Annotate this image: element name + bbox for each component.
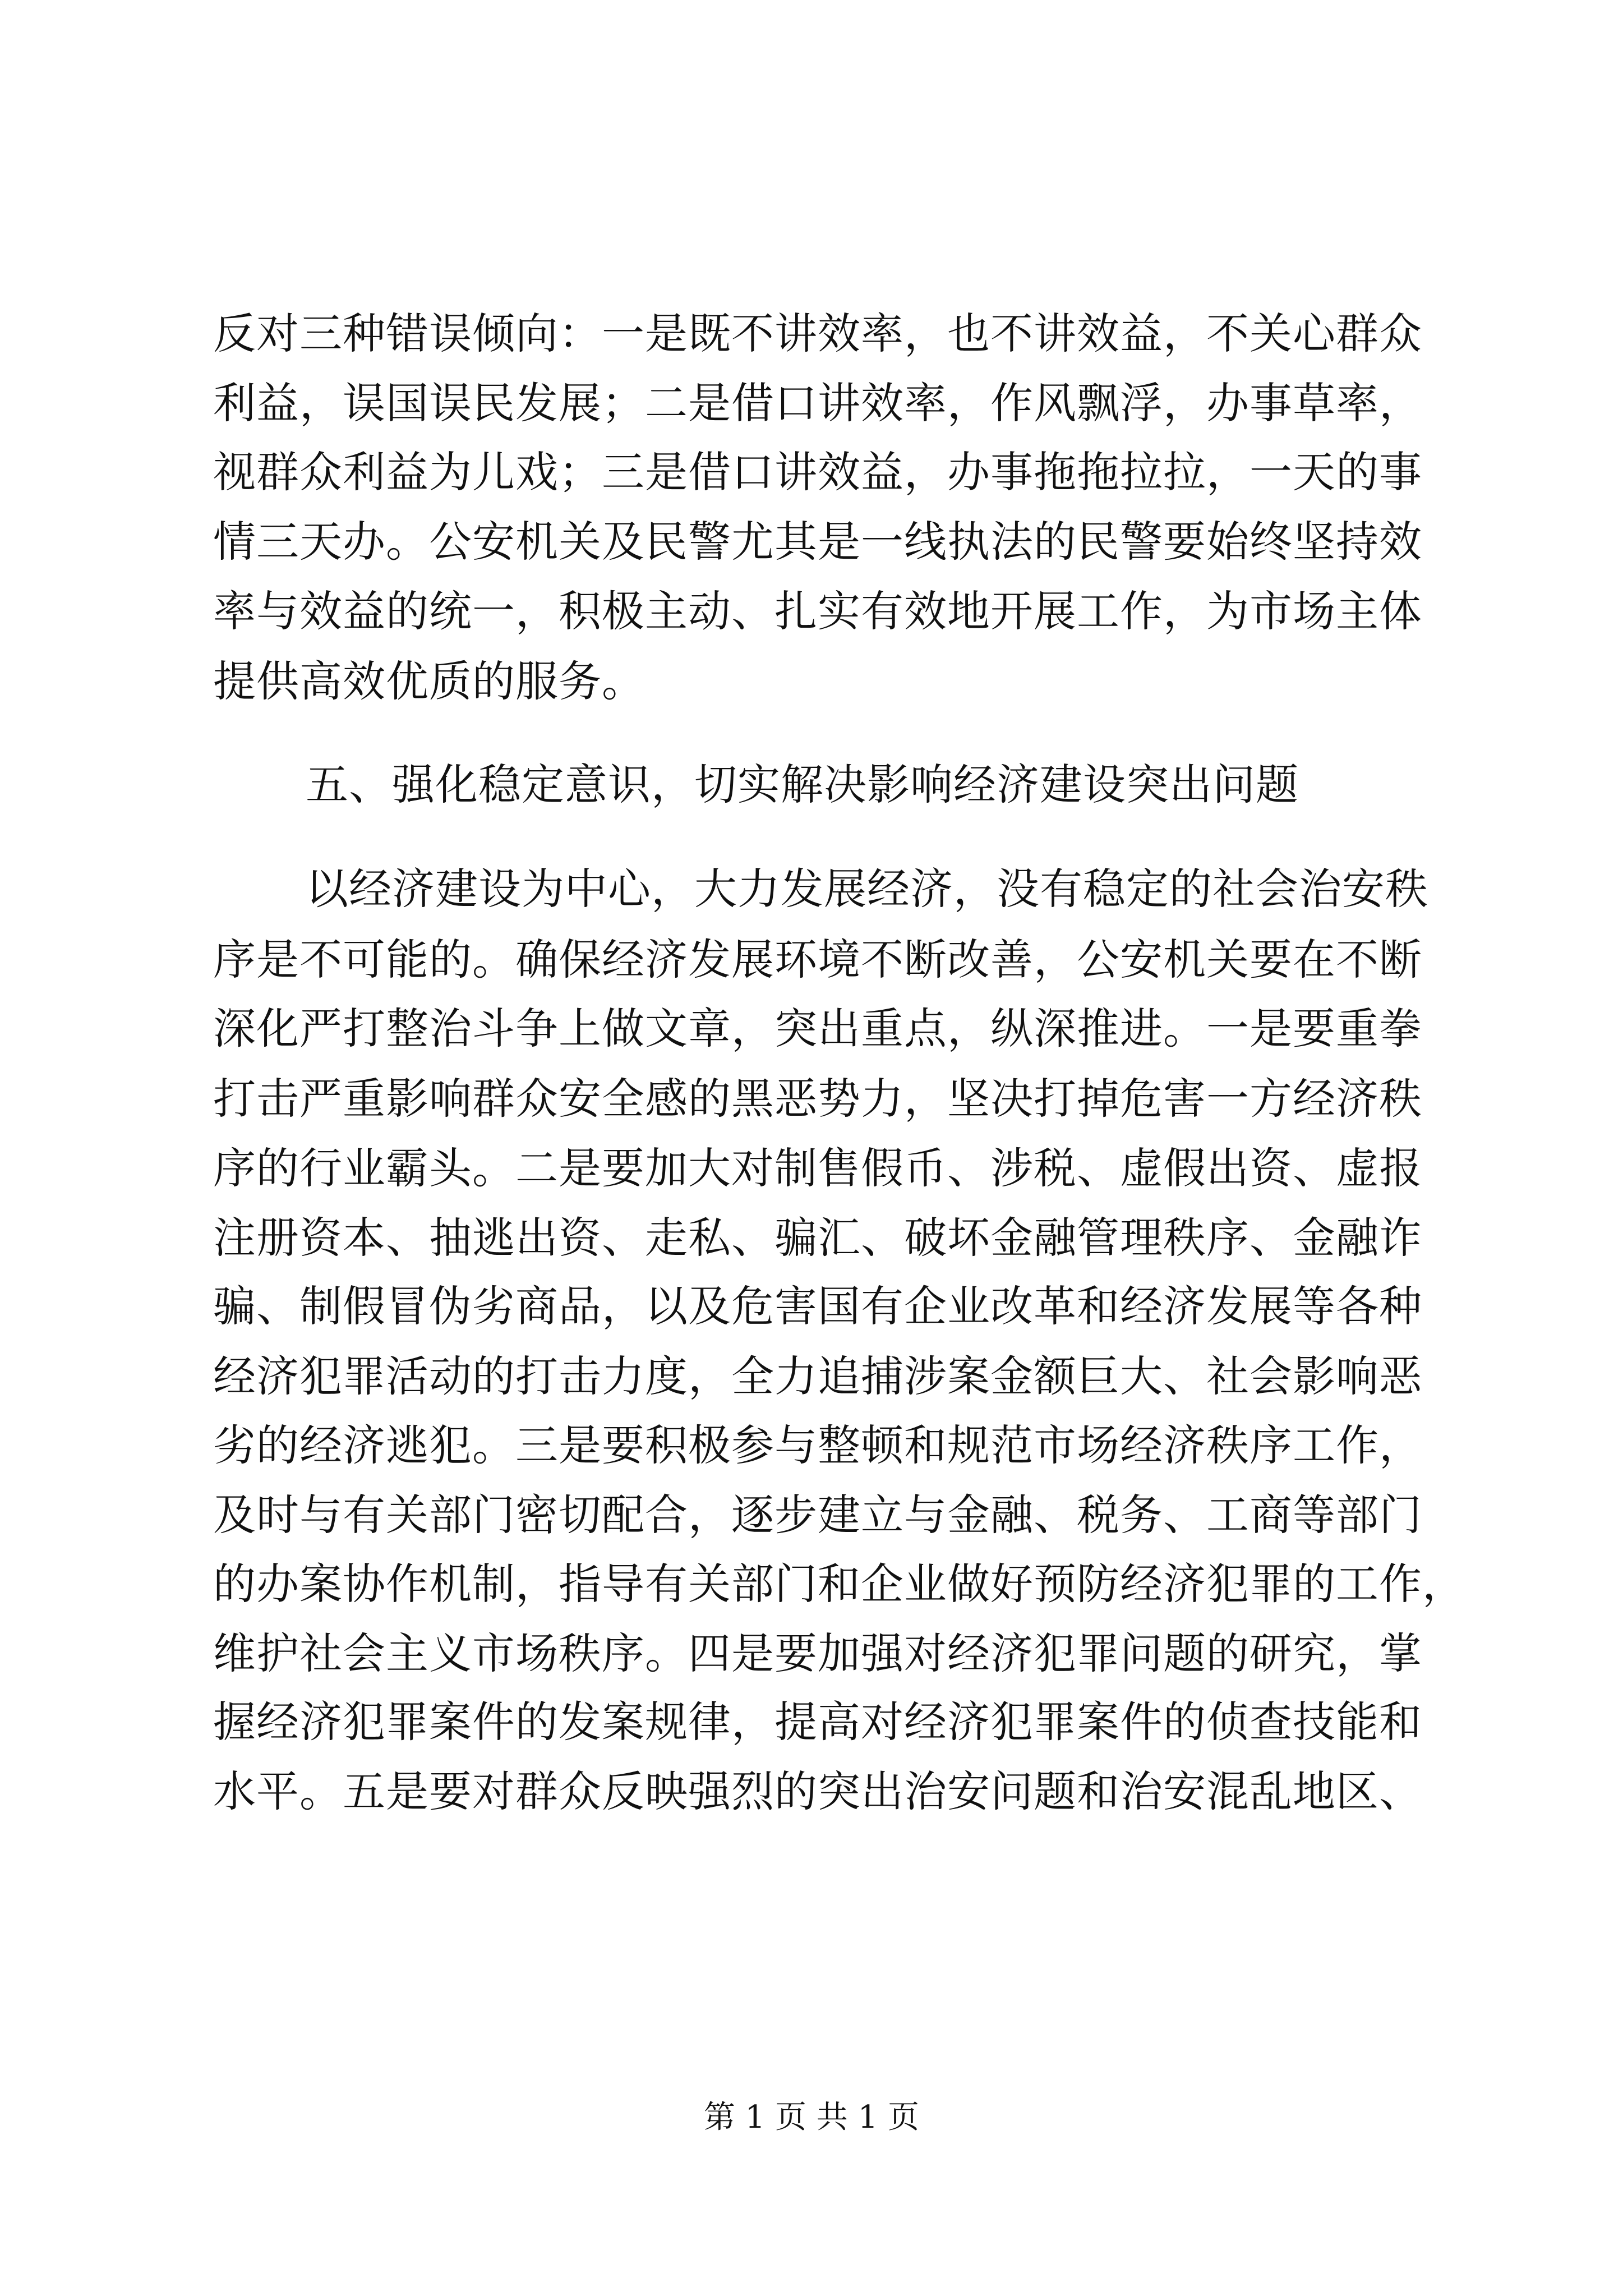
page-footer: 第 1 页 共 1 页 — [703, 2099, 920, 2136]
body-line: 以经济建设为中心，大力发展经济，没有稳定的社会治安秩 — [306, 864, 1428, 914]
body-line: 视群众利益为儿戏；三是借口讲效益，办事拖拖拉拉，一天的事 — [213, 447, 1422, 497]
section-heading: 五、强化稳定意识，切实解决影响经济建设突出问题 — [306, 760, 1299, 809]
body-line: 注册资本、抽逃出资、走私、骗汇、破坏金融管理秩序、金融诈 — [213, 1213, 1422, 1263]
body-line: 骗、制假冒伪劣商品，以及危害国有企业改革和经济发展等各种 — [213, 1281, 1422, 1331]
body-line: 序是不可能的。确保经济发展环境不断改善，公安机关要在不断 — [213, 935, 1422, 984]
body-line: 水平。五是要对群众反映强烈的突出治安问题和治安混乱地区、 — [213, 1766, 1422, 1816]
body-line: 的办案协作机制，指导有关部门和企业做好预防经济犯罪的工作， — [213, 1559, 1465, 1609]
body-line: 及时与有关部门密切配合，逐步建立与金融、税务、工商等部门 — [213, 1490, 1422, 1540]
body-line: 劣的经济逃犯。三是要积极参与整顿和规范市场经济秩序工作， — [213, 1420, 1422, 1470]
body-line: 率与效益的统一，积极主动、扎实有效地开展工作，为市场主体 — [213, 586, 1422, 636]
body-line: 情三天办。公安机关及民警尤其是一线执法的民警要始终坚持效 — [213, 517, 1422, 567]
body-line: 经济犯罪活动的打击力度，全力追捕涉案金额巨大、社会影响恶 — [213, 1351, 1422, 1401]
body-line: 提供高效优质的服务。 — [213, 656, 645, 706]
body-line: 利益，误国误民发展；二是借口讲效率，作风飘浮，办事草率， — [213, 378, 1422, 428]
body-line: 序的行业霸头。二是要加大对制售假币、涉税、虚假出资、虚报 — [213, 1143, 1422, 1193]
body-line: 握经济犯罪案件的发案规律，提高对经济犯罪案件的侦查技能和 — [213, 1697, 1422, 1747]
body-line: 维护社会主义市场秩序。四是要加强对经济犯罪问题的研究，掌 — [213, 1628, 1422, 1678]
body-line: 反对三种错误倾向：一是既不讲效率，也不讲效益，不关心群众 — [213, 309, 1422, 358]
body-line: 打击严重影响群众安全感的黑恶势力，坚决打掉危害一方经济秩 — [213, 1074, 1422, 1124]
body-line: 深化严打整治斗争上做文章，突出重点，纵深推进。一是要重拳 — [213, 1004, 1422, 1053]
